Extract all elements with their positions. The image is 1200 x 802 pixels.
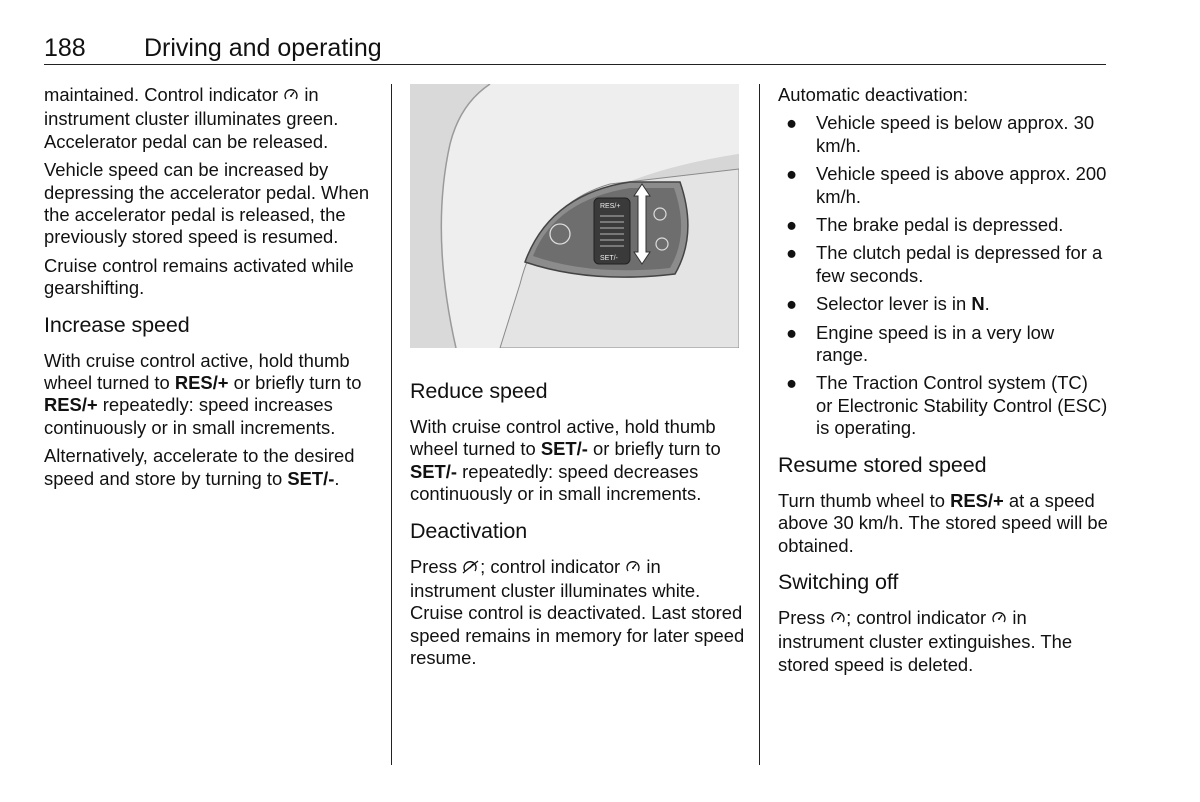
list-item: ● Vehicle speed is below approx. 30 km/h.	[786, 112, 1095, 156]
deactivation-list	[778, 112, 1108, 439]
paragraph-reduce: With cruise control active, hold thumb wheel turned to SET/- or briefly turn to SET/- repeatedly: speed decreases continuously or in small increments.	[410, 416, 721, 505]
steering-wheel-figure	[410, 84, 739, 348]
paragraph-auto-deactivation: Automatic deactivation:	[778, 84, 969, 105]
paragraph-gearshift: Cruise control remains activated while gearshifting.	[44, 254, 354, 299]
column-divider-1	[391, 84, 392, 765]
cruise-control-indicator-icon	[625, 558, 641, 580]
list-item: ● Selector lever is in N.	[786, 293, 990, 315]
paragraph-deactivation: Press ; control indicator in instrument cluster illuminates white. Cruise control is deactivated. Last stored speed remains in memory for later speed resume.	[410, 555, 745, 669]
paragraph-accelerate: Vehicle speed can be increased by depressing the accelerator pedal. When the accelerator pedal is released, the previously stored speed is resumed.	[44, 159, 370, 248]
heading-switching-off: Switching off	[778, 569, 899, 594]
section-title: Driving and operating	[144, 34, 382, 62]
list-item: ● The Traction Control system (TC) or Electronic Stability Control (ESC) is operating.	[786, 372, 1108, 439]
header-rule	[44, 64, 1106, 65]
cruise-control-off-icon	[462, 558, 480, 580]
heading-reduce-speed: Reduce speed	[410, 379, 548, 403]
cruise-control-indicator-icon	[991, 609, 1007, 631]
page-number: 188	[44, 34, 86, 62]
cruise-control-indicator-icon	[283, 86, 299, 108]
column-3	[778, 84, 1108, 682]
list-item: ● Engine speed is in a very low range.	[786, 321, 1055, 366]
res-label: RES/+	[600, 203, 621, 210]
column-1	[44, 84, 380, 496]
heading-increase-speed: Increase speed	[44, 312, 190, 337]
paragraph-indicator: maintained. Control indicator in instrument cluster illuminates green. Accelerator pedal can be released.	[44, 84, 339, 152]
set-label: SET/-	[600, 255, 618, 262]
paragraph-increase: With cruise control active, hold thumb wheel turned to RES/+ or briefly turn to RES/+ repeatedly: speed increases continuously or in small increments.	[44, 349, 362, 438]
list-item: ● The brake pedal is depressed.	[786, 214, 1064, 236]
paragraph-resume: Turn thumb wheel to RES/+ at a speed above 30 km/h. The stored speed will be obtained.	[778, 489, 1108, 556]
column-2	[410, 366, 746, 676]
cruise-control-button-icon	[830, 609, 846, 631]
paragraph-switching-off: Press ; control indicator in instrument cluster extinguishes. The stored speed is deleted.	[778, 606, 1073, 675]
list-item: ● The clutch pedal is depressed for a few seconds.	[786, 242, 1103, 286]
paragraph-alternatively: Alternatively, accelerate to the desired speed and store by turning to SET/-.	[44, 445, 355, 489]
column-divider-2	[759, 84, 760, 765]
heading-deactivation: Deactivation	[410, 518, 528, 543]
list-item: ● Vehicle speed is above approx. 200 km/h.	[786, 163, 1107, 207]
page-header	[44, 34, 1106, 66]
heading-resume-stored-speed: Resume stored speed	[778, 452, 987, 477]
